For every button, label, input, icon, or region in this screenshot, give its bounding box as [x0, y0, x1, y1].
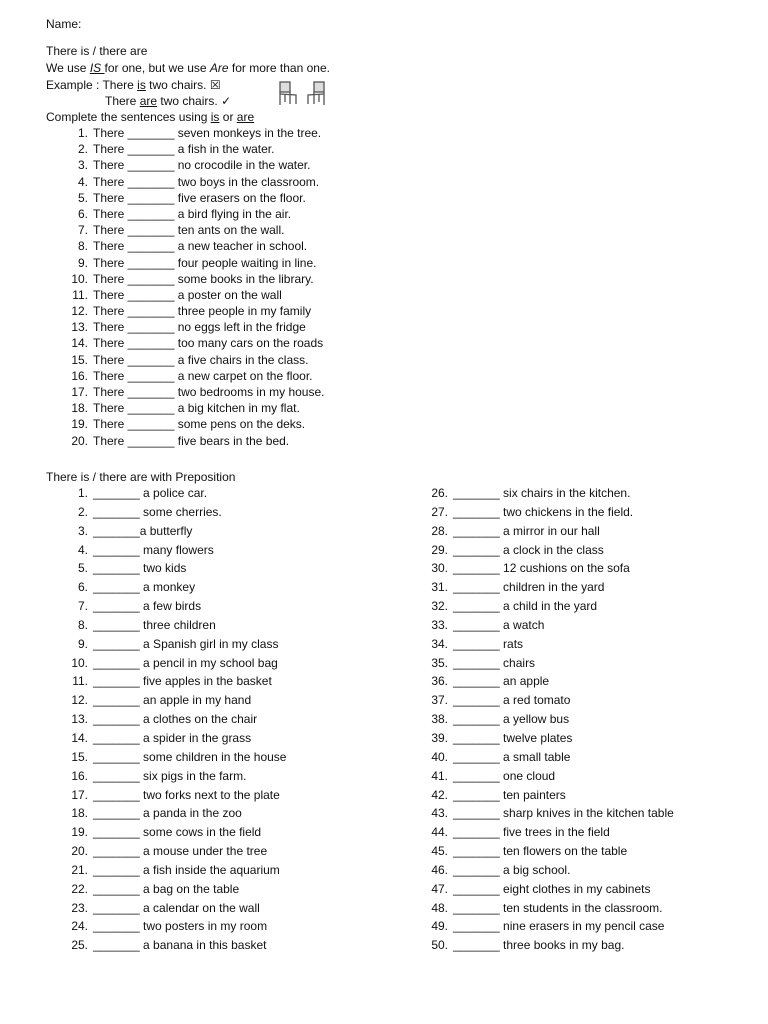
- item-number: 36.: [431, 674, 448, 689]
- item-number: 24.: [71, 919, 88, 934]
- example-pre: Example : There: [46, 78, 138, 92]
- item-text: _______ ten painters: [453, 787, 566, 802]
- item-text: _______ a clock in the class: [453, 542, 604, 557]
- item-number: 17.: [71, 787, 88, 802]
- item-number: 7.: [77, 223, 88, 238]
- item-text: _______ a child in the yard: [453, 599, 598, 614]
- item-number: 30.: [431, 561, 448, 576]
- item-text: _______ six chairs in the kitchen.: [453, 486, 631, 500]
- item-text: _______a butterfly: [93, 523, 193, 538]
- item-number: 27.: [431, 504, 448, 519]
- item-text: _______ a few birds: [93, 599, 202, 614]
- instructions-are: are: [236, 110, 255, 124]
- item-number: 18.: [71, 806, 88, 821]
- item-text: _______ a big school.: [453, 862, 571, 877]
- item-number: 1.: [77, 126, 88, 140]
- item-number: 16.: [71, 768, 88, 783]
- item-text: _______ two posters in my room: [93, 919, 268, 934]
- item-text: There _______ some pens on the deks.: [93, 417, 306, 432]
- item-text: There _______ five bears in the bed.: [93, 433, 290, 448]
- rule-post: for more than one.: [228, 61, 330, 75]
- item-number: 9.: [77, 255, 88, 270]
- item-text: _______ a red tomato: [453, 693, 571, 708]
- item-text: _______ two kids: [93, 561, 187, 576]
- item-text: _______ a small table: [453, 749, 571, 764]
- item-number: 2.: [77, 504, 88, 519]
- item-text: _______ three books in my bag.: [453, 938, 625, 953]
- item-number: 46.: [431, 862, 448, 877]
- item-text: _______ five apples in the basket: [93, 674, 272, 689]
- item-number: 10.: [71, 271, 88, 286]
- item-text: There _______ a new teacher in school.: [93, 239, 308, 254]
- item-text: There _______ five erasers on the floor.: [93, 190, 306, 205]
- topic-heading: There is / there are: [46, 44, 148, 58]
- instructions-mid: or: [219, 110, 237, 124]
- item-text: _______ one cloud: [453, 768, 556, 783]
- item-text: _______ ten students in the classroom.: [453, 900, 663, 915]
- item-text: There _______ two bedrooms in my house.: [93, 385, 325, 399]
- item-number: 20.: [71, 844, 88, 859]
- item-number: 3.: [77, 158, 88, 173]
- item-text: _______ rats: [453, 636, 524, 651]
- item-number: 40.: [431, 749, 448, 764]
- item-number: 5.: [77, 190, 88, 205]
- item-number: 29.: [431, 542, 448, 557]
- item-number: 6.: [77, 580, 88, 595]
- item-text: _______ a police car.: [93, 486, 208, 500]
- item-number: 3.: [77, 523, 88, 538]
- item-number: 20.: [71, 433, 88, 448]
- item-number: 14.: [71, 730, 88, 745]
- item-text: _______ two forks next to the plate: [93, 787, 280, 802]
- item-text: _______ a Spanish girl in my class: [93, 636, 279, 651]
- item-text: _______ eight clothes in my cabinets: [453, 881, 651, 896]
- example-wrong: [46, 77, 221, 93]
- item-text: _______ a clothes on the chair: [93, 712, 258, 727]
- rule-sentence: [46, 60, 330, 76]
- two-chairs-icon: [276, 80, 334, 106]
- item-text: _______ sharp knives in the kitchen table: [453, 806, 674, 821]
- item-text: _______ ten flowers on the table: [453, 844, 628, 859]
- item-text: _______ an apple: [453, 674, 550, 689]
- item-number: 19.: [71, 417, 88, 432]
- item-text: _______ 12 cushions on the sofa: [453, 561, 630, 576]
- item-number: 16.: [71, 368, 88, 383]
- item-number: 48.: [431, 900, 448, 915]
- item-text: _______ a mouse under the tree: [93, 844, 268, 859]
- item-number: 33.: [431, 617, 448, 632]
- item-number: 34.: [431, 636, 448, 651]
- item-number: 4.: [77, 542, 88, 557]
- item-number: 23.: [71, 900, 88, 915]
- item-text: There _______ seven monkeys in the tree.: [93, 126, 322, 140]
- item-text: _______ a bag on the table: [93, 881, 240, 896]
- item-number: 12.: [71, 693, 88, 708]
- example2-pre: There: [105, 94, 140, 108]
- item-text: _______ three children: [93, 617, 216, 632]
- item-text: _______ a yellow bus: [453, 712, 570, 727]
- item-text: _______ children in the yard: [453, 580, 605, 595]
- item-text: There _______ a five chairs in the class.: [93, 352, 309, 367]
- item-number: 28.: [431, 523, 448, 538]
- item-number: 22.: [71, 881, 88, 896]
- item-text: _______ a monkey: [93, 580, 196, 595]
- instructions-pre: Complete the sentences using: [46, 110, 211, 124]
- item-number: 17.: [71, 385, 88, 399]
- item-number: 39.: [431, 730, 448, 745]
- item-number: 14.: [71, 336, 88, 351]
- item-text: _______ a banana in this basket: [93, 938, 267, 953]
- item-text: There _______ a new carpet on the floor.: [93, 368, 313, 383]
- instructions-is: is: [210, 110, 220, 124]
- rule-pre: We use: [46, 61, 90, 75]
- item-text: _______ some cows in the field: [93, 825, 262, 840]
- item-text: _______ a fish inside the aquarium: [93, 862, 280, 877]
- example-right: [105, 93, 231, 109]
- item-text: There _______ three people in my family: [93, 304, 312, 319]
- item-number: 35.: [431, 655, 448, 670]
- item-number: 38.: [431, 712, 448, 727]
- item-number: 26.: [431, 486, 448, 500]
- item-text: _______ a mirror in our hall: [453, 523, 600, 538]
- item-text: There _______ two boys in the classroom.: [93, 174, 320, 189]
- item-number: 11.: [72, 674, 88, 689]
- item-number: 11.: [72, 287, 88, 302]
- item-number: 1.: [77, 486, 88, 500]
- item-number: 2.: [77, 142, 88, 157]
- item-text: _______ twelve plates: [453, 730, 573, 745]
- rule-mid: for one, but we use: [104, 61, 210, 75]
- item-number: 37.: [431, 693, 448, 708]
- example2-post: two chairs.: [157, 94, 222, 108]
- wrong-mark-icon: ☒: [209, 78, 221, 92]
- item-text: _______ nine erasers in my pencil case: [453, 919, 665, 934]
- item-number: 45.: [431, 844, 448, 859]
- item-text: _______ six pigs in the farm.: [93, 768, 247, 783]
- item-text: There _______ some books in the library.: [93, 271, 314, 286]
- item-number: 47.: [431, 881, 448, 896]
- item-number: 5.: [77, 561, 88, 576]
- item-number: 15.: [71, 352, 88, 367]
- item-number: 13.: [71, 712, 88, 727]
- item-number: 44.: [431, 825, 448, 840]
- example-is: is: [137, 78, 146, 92]
- item-number: 50.: [431, 938, 448, 953]
- item-text: _______ some cherries.: [93, 504, 222, 519]
- item-number: 9.: [77, 636, 88, 651]
- item-text: _______ a panda in the zoo: [93, 806, 242, 821]
- item-number: 6.: [77, 206, 88, 221]
- item-text: There _______ no eggs left in the fridge: [93, 320, 306, 335]
- item-text: _______ a calendar on the wall: [93, 900, 260, 915]
- example2-are: are: [139, 94, 158, 108]
- item-number: 32.: [431, 599, 448, 614]
- item-text: _______ a pencil in my school bag: [93, 655, 278, 670]
- item-number: 8.: [77, 239, 88, 254]
- item-text: There _______ a big kitchen in my flat.: [93, 401, 300, 416]
- example-post: two chairs.: [145, 78, 210, 92]
- item-text: _______ a spider in the grass: [93, 730, 252, 745]
- item-number: 19.: [71, 825, 88, 840]
- item-text: _______ an apple in my hand: [93, 693, 252, 708]
- instructions: [46, 109, 254, 125]
- check-mark-icon: ✓: [221, 94, 232, 108]
- item-text: There _______ too many cars on the roads: [93, 336, 324, 351]
- item-text: _______ chairs: [453, 655, 536, 670]
- item-number: 18.: [71, 401, 88, 416]
- rule-is: IS: [89, 61, 105, 75]
- rule-are: Are: [209, 61, 229, 75]
- item-text: _______ a watch: [453, 617, 545, 632]
- item-number: 31.: [431, 580, 448, 595]
- item-number: 15.: [71, 749, 88, 764]
- item-number: 4.: [77, 174, 88, 189]
- item-number: 43.: [431, 806, 448, 821]
- item-text: _______ some children in the house: [93, 749, 287, 764]
- item-number: 49.: [431, 919, 448, 934]
- part2-title: There is / there are with Preposition: [46, 470, 236, 484]
- name-label: Name:: [46, 17, 82, 31]
- item-text: _______ two chickens in the field.: [453, 504, 634, 519]
- item-number: 41.: [431, 768, 448, 783]
- item-text: There _______ a bird flying in the air.: [93, 206, 292, 221]
- item-number: 8.: [77, 617, 88, 632]
- item-number: 12.: [71, 304, 88, 319]
- item-text: There _______ ten ants on the wall.: [93, 223, 285, 238]
- item-text: There _______ no crocodile in the water.: [93, 158, 311, 173]
- item-number: 42.: [431, 787, 448, 802]
- item-number: 7.: [77, 599, 88, 614]
- item-number: 25.: [71, 938, 88, 953]
- item-number: 21.: [71, 862, 88, 877]
- item-text: There _______ four people waiting in line.: [93, 255, 317, 270]
- item-text: _______ many flowers: [93, 542, 214, 557]
- item-text: _______ five trees in the field: [453, 825, 610, 840]
- item-text: There _______ a fish in the water.: [93, 142, 275, 157]
- item-number: 10.: [71, 655, 88, 670]
- item-number: 13.: [71, 320, 88, 335]
- item-text: There _______ a poster on the wall: [93, 287, 282, 302]
